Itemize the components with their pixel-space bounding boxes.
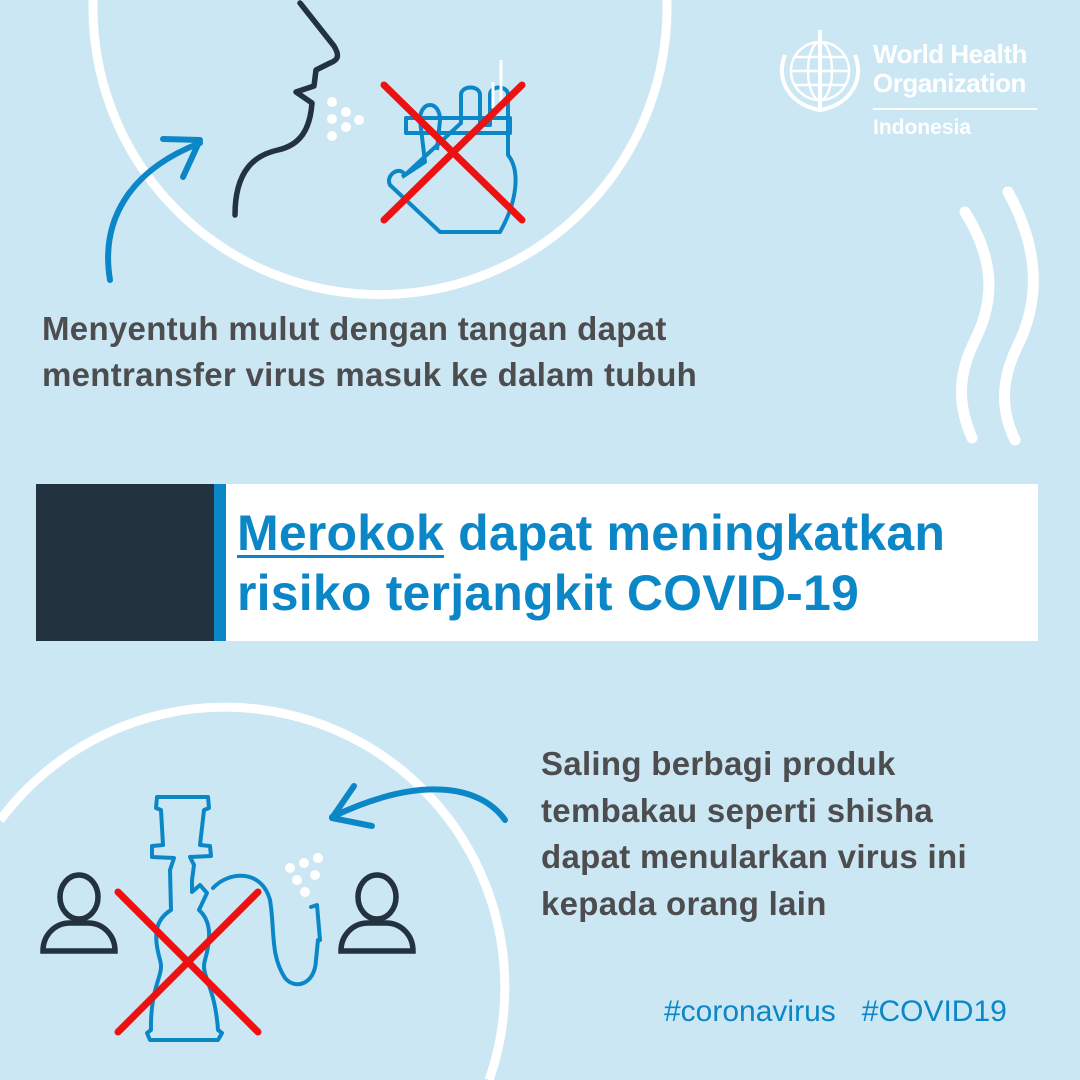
droplets-icon	[285, 853, 323, 897]
top-caption-line-1: Menyentuh mulut dengan tangan dapat	[42, 310, 667, 347]
bottom-caption	[541, 741, 967, 927]
banner-dark-block	[36, 484, 214, 641]
bottom-caption-line-1: Saling berbagi produk	[541, 745, 896, 782]
face-profile-icon	[235, 3, 337, 215]
logo-country: Indonesia	[873, 116, 972, 139]
bottom-caption-line-3: dapat menularkan virus ini	[541, 838, 967, 875]
banner-headline	[237, 503, 945, 623]
banner-accent-strip	[214, 484, 226, 641]
bottom-caption-line-2: tembakau seperti shisha	[541, 791, 934, 829]
top-circle-outline	[93, 0, 667, 295]
person-icon	[43, 875, 115, 951]
hashtag-coronavirus: #coronavirus	[664, 995, 836, 1028]
who-logo-text	[873, 40, 1027, 98]
hashtag-covid19: #COVID19	[861, 995, 1007, 1028]
top-caption-line-2: mentransfer virus masuk ke dalam tubuh	[42, 356, 698, 393]
person-icon	[341, 875, 413, 951]
prohibited-cross-icon	[118, 892, 258, 1032]
hand-cigarette-icon	[389, 60, 516, 232]
top-caption	[42, 306, 697, 398]
banner-line-1: dapat meningkatkan	[444, 505, 946, 561]
decorative-waves	[961, 192, 1033, 440]
prohibited-cross-icon	[384, 85, 522, 220]
bottom-caption-line-4: kepada orang lain	[541, 884, 827, 922]
logo-line-1: World Health	[873, 39, 1027, 69]
hashtags	[664, 994, 1007, 1030]
logo-divider	[873, 108, 1037, 110]
who-emblem-icon	[782, 30, 858, 112]
banner-highlight: Merokok	[237, 505, 445, 561]
curved-arrow-icon	[108, 139, 200, 280]
banner-line-2: risiko terjangkit COVID-19	[237, 565, 860, 621]
curved-arrow-icon	[332, 786, 505, 826]
droplets-icon	[327, 97, 364, 141]
logo-line-2: Organization	[873, 68, 1026, 98]
